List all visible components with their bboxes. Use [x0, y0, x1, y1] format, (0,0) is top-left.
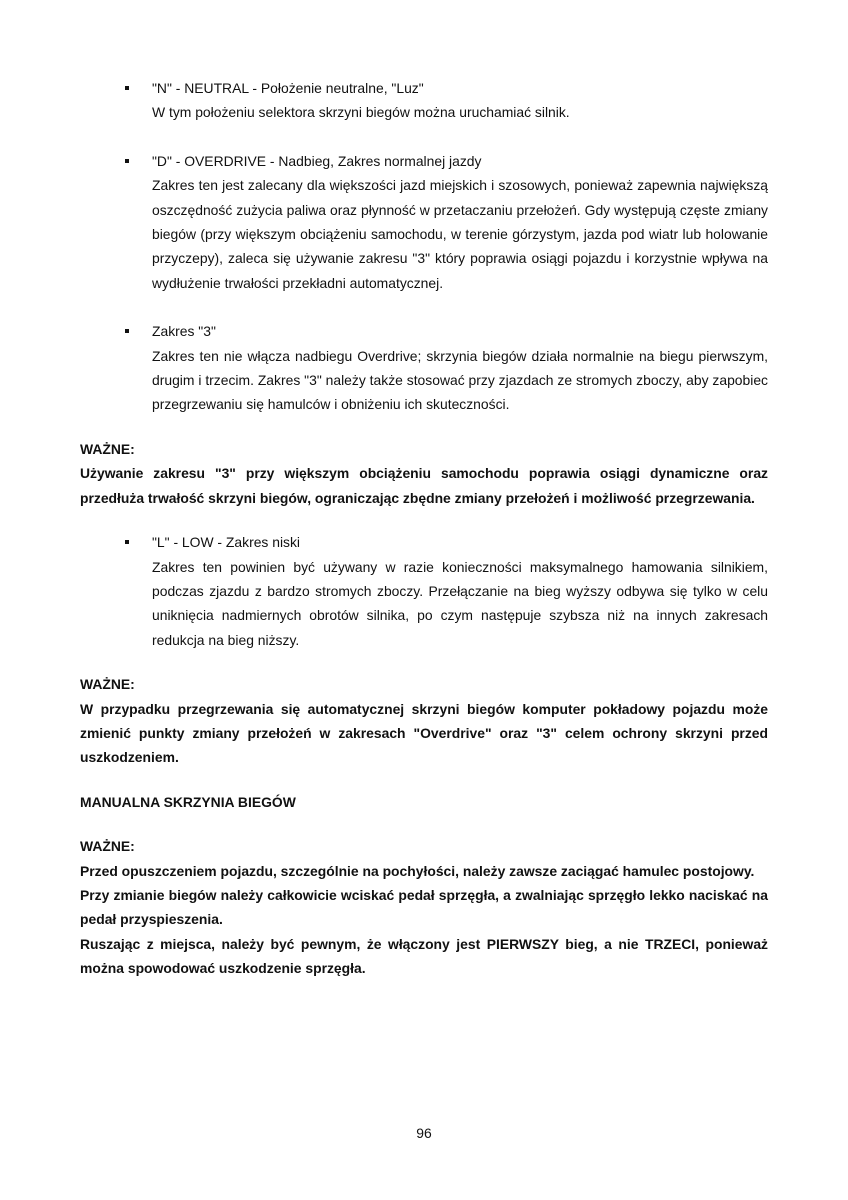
- warning-block-3: [80, 834, 768, 980]
- warning-text: Przed opuszczeniem pojazdu, szczególnie na pochyłości, należy zawsze zaciągać hamulec postojowy.: [80, 862, 755, 879]
- warning-text: Przy zmianie biegów należy całkowicie wciskać pedał sprzęgła, a zwalniając sprzęgło lekko naciskać na pedał przyspieszenia.: [80, 886, 768, 928]
- item-text: Zakres ten nie włącza nadbiegu Overdrive; skrzynia biegów działa normalnie na biegu pierwszym, drugim i trzecim. Zakres "3" należy także stosować przy zjazdach ze stromych zboczy, aby zapobiec przegrzewaniu się hamulców i obniżeniu ich skuteczności.: [152, 347, 768, 413]
- warning-text: Ruszając z miejsca, należy być pewnym, że włączony jest PIERWSZY bieg, a nie TRZECI, ponieważ można spowodować uszkodzenie sprzęgła.: [80, 935, 768, 977]
- square-bullet-icon: [125, 329, 129, 333]
- list-item-range3: [80, 319, 768, 417]
- square-bullet-icon: [125, 86, 129, 90]
- page-number: 96: [416, 1125, 432, 1141]
- warning-block-1: [80, 437, 768, 510]
- page-content: [80, 76, 768, 981]
- item-title: "D" - OVERDRIVE - Nadbieg, Zakres normalnej jazdy: [152, 152, 482, 169]
- square-bullet-icon: [125, 159, 129, 163]
- item-text: W tym położeniu selektora skrzyni biegów można uruchamiać silnik.: [152, 104, 570, 121]
- section-heading: MANUALNA SKRZYNIA BIEGÓW: [80, 793, 296, 810]
- item-text: Zakres ten jest zalecany dla większości jazd miejskich i szosowych, ponieważ zapewnia największą oszczędność zużycia paliwa oraz płynność w przetaczaniu przełożeń. Gdy występują częste zmiany biegów (przy większym obciążeniu samochodu, w terenie górzystym, jazda pod wiatr lub holowanie przyczepy), zaleca się używanie zakresu "3" który poprawia osiągi pojazdu i korzystnie wpływa na wydłużenie trwałości przekładni automatycznej.: [152, 177, 768, 291]
- list-item-neutral: [80, 76, 768, 125]
- item-text: Zakres ten powinien być używany w razie konieczności maksymalnego hamowania silnikiem, podczas zjazdu z bardzo stromych zboczy. Przełączanie na bieg wyższy odbywa się tylko w celu uniknięcia nadmiernych obrotów silnika, po czym następuje szybsza niż na innych zakresach redukcja na bieg niższy.: [152, 558, 768, 648]
- item-title: "N" - NEUTRAL - Położenie neutralne, "Luz": [152, 80, 424, 96]
- warning-text: W przypadku przegrzewania się automatycznej skrzyni biegów komputer pokładowy pojazdu może zmienić punkty zmiany przełożeń w zakresach "Overdrive" oraz "3" celem ochrony skrzyni przed uszkodzeniem.: [80, 700, 768, 766]
- warning-text: Używanie zakresu "3" przy większym obciążeniu samochodu poprawia osiągi dynamiczne oraz przedłuża trwałość skrzyni biegów, ograniczając zbędne zmiany przełożeń i możliwość przegrzewania.: [80, 465, 768, 506]
- square-bullet-icon: [125, 540, 129, 544]
- item-title: "L" - LOW - Zakres niski: [152, 534, 301, 551]
- warning-block-2: [80, 672, 768, 770]
- list-item-low: [80, 530, 768, 652]
- warning-label: WAŻNE:: [80, 440, 135, 457]
- warning-label: WAŻNE:: [80, 676, 135, 693]
- warning-label: WAŻNE:: [80, 838, 135, 855]
- list-item-overdrive: [80, 149, 768, 295]
- item-title: Zakres "3": [152, 323, 216, 340]
